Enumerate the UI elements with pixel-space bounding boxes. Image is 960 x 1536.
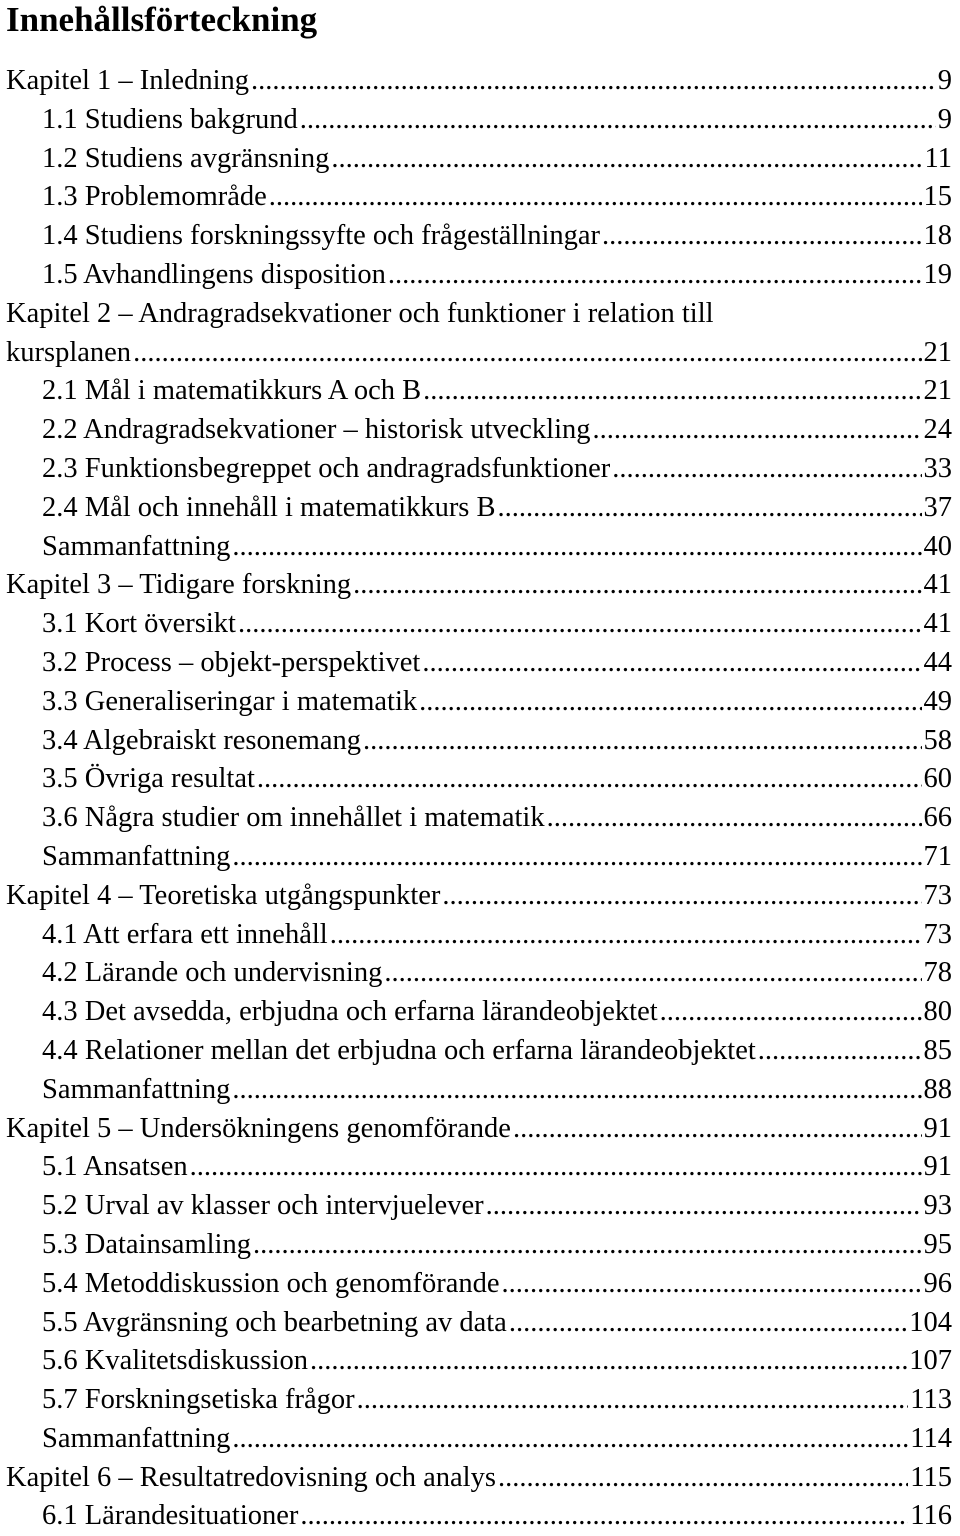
toc-entry-5-1[interactable] [6,1148,952,1187]
toc-entry-5-2[interactable] [6,1187,952,1226]
toc-entry-page: 11 [924,142,952,174]
dot-leader [593,411,922,450]
toc-entry-5-7[interactable] [6,1381,952,1420]
dot-leader [423,372,921,411]
dot-leader [612,450,921,489]
toc-entry-3-2[interactable] [6,644,952,683]
toc-entry-5-6[interactable] [6,1342,952,1381]
toc-entry-5-5[interactable] [6,1304,952,1343]
dot-leader [442,877,921,916]
toc-entry-label: 4.3 Det avsedda, erbjudna och erfarna lärandeobjektet [42,996,658,1028]
toc-entry-label: Kapitel 1 – Inledning [6,65,249,96]
toc-entry-label: 3.1 Kort översikt [42,608,236,640]
toc-entry-label: 3.2 Process – objekt-perspektivet [42,646,421,678]
toc-entry-page: 21 [923,336,952,368]
toc-entry-3-1[interactable] [6,605,952,644]
dot-leader [498,1459,908,1498]
toc-entry-label: 2.3 Funktionsbegreppet och andragradsfunktioner [42,452,611,484]
toc-entry-1-5[interactable] [6,256,952,295]
toc-entry-3-6[interactable] [6,799,952,838]
dot-leader [300,1497,908,1536]
toc-entry-page: 66 [923,802,952,834]
dot-leader [357,1381,909,1420]
dot-leader [513,1110,922,1149]
dot-leader [353,566,921,605]
toc-entry-label: 5.1 Ansatsen [42,1151,188,1183]
toc-entry-5-3[interactable] [6,1226,952,1265]
toc-entry-label: 4.4 Relationer mellan det erbjudna och erfarna lärandeobjektet [42,1034,756,1066]
toc-entry-page: 96 [923,1267,952,1299]
toc-entry-label: 2.4 Mål och innehåll i matematikkurs B [42,491,496,523]
dot-leader [190,1148,922,1187]
dot-leader [509,1304,907,1343]
toc-entry-1-2[interactable] [6,140,952,179]
toc-entry-label: Sammanfattning [42,1073,231,1105]
dot-leader [363,722,922,761]
toc-entry-chapter-5[interactable] [6,1110,952,1149]
dot-leader [419,683,921,722]
toc-entry-label: 3.5 Övriga resultat [42,763,255,795]
dot-leader [660,993,922,1032]
dot-leader [331,140,922,179]
toc-entry-page: 113 [910,1384,952,1416]
toc-entry-3-3[interactable] [6,683,952,722]
toc-entry-page: 18 [923,220,952,252]
toc-entry-page: 91 [923,1112,952,1144]
dot-leader [133,334,921,373]
toc-entry-label: 1.5 Avhandlingens disposition [42,258,386,290]
toc-entry-label: 4.1 Att erfara ett innehåll [42,918,328,950]
toc-entry-page: 60 [923,763,952,795]
toc-entry-page: 9 [937,65,952,96]
toc-list [6,62,952,1536]
toc-entry-label: 3.6 Några studier om innehållet i matematik [42,802,545,834]
toc-entry-6-1[interactable] [6,1497,952,1536]
dot-leader [758,1032,922,1071]
toc-entry-1-1[interactable] [6,101,952,140]
toc-entry-label: 2.2 Andragradsekvationer – historisk utveckling [42,414,591,446]
toc-entry-label: Sammanfattning [42,1422,231,1454]
toc-entry-5-summary[interactable] [6,1420,952,1459]
toc-entry-label: 1.4 Studiens forskningssyfte och frågeställningar [42,220,601,252]
dot-leader [257,760,922,799]
toc-entry-page: 93 [923,1190,952,1222]
toc-entry-page: 9 [937,103,952,135]
toc-entry-page: 19 [923,258,952,290]
toc-entry-page: 37 [923,491,952,523]
toc-entry-page: 24 [923,414,952,446]
toc-entry-3-4[interactable] [6,722,952,761]
toc-entry-chapter-6[interactable] [6,1459,952,1498]
toc-entry-label: 1.1 Studiens bakgrund [42,103,298,135]
toc-entry-3-5[interactable] [6,760,952,799]
toc-entry-4-3[interactable] [6,993,952,1032]
toc-entry-1-3[interactable] [6,178,952,217]
toc-entry-4-4[interactable] [6,1032,952,1071]
toc-entry-page: 73 [923,918,952,950]
page-title: Innehållsförteckning [6,0,318,39]
toc-entry-label: Sammanfattning [42,840,231,872]
dot-leader [498,489,922,528]
toc-entry-page: 107 [909,1345,952,1377]
toc-entry-page: 41 [923,608,952,640]
toc-entry-page: 95 [923,1228,952,1260]
toc-entry-label: Kapitel 5 – Undersökningens genomförande [6,1112,511,1144]
toc-entry-chapter-3[interactable] [6,566,952,605]
toc-entry-page: 104 [909,1306,952,1338]
toc-entry-label: 1.2 Studiens avgränsning [42,142,330,174]
toc-entry-4-2[interactable] [6,954,952,993]
dot-leader [422,644,921,683]
dot-leader [269,178,922,217]
toc-entry-4-summary[interactable] [6,1071,952,1110]
toc-entry-label: 5.7 Forskningsetiska frågor [42,1384,355,1416]
toc-entry-page: 80 [923,996,952,1028]
toc-entry-label: 4.2 Lärande och undervisning [42,957,383,989]
toc-entry-page: 40 [923,530,952,562]
dot-leader [310,1342,907,1381]
dot-leader [253,1226,922,1265]
toc-entry-page: 115 [910,1461,952,1493]
toc-entry-chapter-4[interactable] [6,877,952,916]
dot-leader [602,217,921,256]
toc-entry-page: 15 [923,181,952,213]
dot-leader [330,916,922,955]
toc-entry-label: 5.3 Datainsamling [42,1228,251,1260]
toc-entry-page: 33 [923,452,952,484]
toc-entry-label: Sammanfattning [42,530,231,562]
toc-entry-page: 44 [923,646,952,678]
toc-entry-label: Kapitel 6 – Resultatredovisning och analys [6,1461,496,1493]
toc-entry-4-1[interactable] [6,916,952,955]
dot-leader [300,101,936,140]
dot-leader [232,1420,908,1459]
toc-entry-5-4[interactable] [6,1265,952,1304]
toc-entry-chapter-2-line-1[interactable]: Kapitel 2 – Andragradsekvationer och funktioner i relation till [6,297,714,329]
toc-entry-page: 58 [923,724,952,756]
toc-entry-label: 2.1 Mål i matematikkurs A och B [42,375,422,407]
dot-leader [384,954,921,993]
dot-leader [232,528,921,567]
toc-entry-label: 3.3 Generaliseringar i matematik [42,685,418,717]
toc-entry-label: kursplanen [6,336,132,368]
dot-leader [486,1187,922,1226]
toc-entry-1-4[interactable] [6,217,952,256]
toc-entry-page: 21 [923,375,952,407]
toc-entry-2-2[interactable] [6,411,952,450]
toc-entry-3-summary[interactable] [6,838,952,877]
toc-entry-2-4[interactable] [6,489,952,528]
dot-leader [232,1071,921,1110]
toc-entry-2-3[interactable] [6,450,952,489]
toc-entry-page: 49 [923,685,952,717]
toc-entry-page: 91 [923,1151,952,1183]
toc-entry-label: 5.5 Avgränsning och bearbetning av data [42,1306,507,1338]
toc-entry-page: 41 [923,569,952,601]
toc-entry-2-1[interactable] [6,372,952,411]
toc-entry-page: 78 [923,957,952,989]
dot-leader [502,1265,922,1304]
toc-entry-label: 1.3 Problemområde [42,181,267,213]
toc-entry-label: Kapitel 3 – Tidigare forskning [6,569,352,601]
toc-entry-label: 6.1 Lärandesituationer [42,1500,299,1532]
dot-leader [238,605,922,644]
toc-entry-page: 114 [910,1422,952,1454]
dot-leader [251,62,936,101]
toc-entry-page: 116 [910,1500,952,1532]
dot-leader [388,256,922,295]
toc-entry-label: 5.6 Kvalitetsdiskussion [42,1345,309,1377]
toc-entry-page: 73 [923,879,952,911]
dot-leader [232,838,921,877]
toc-entry-chapter-1[interactable] [6,62,952,101]
toc-entry-label: 5.2 Urval av klasser och intervjuelever [42,1190,484,1222]
dot-leader [547,799,922,838]
toc-entry-chapter-2[interactable] [6,334,952,373]
toc-entry-page: 71 [923,840,952,872]
toc-entry-page: 88 [923,1073,952,1105]
toc-entry-label: 5.4 Metoddiskussion och genomförande [42,1267,500,1299]
toc-entry-2-summary[interactable] [6,528,952,567]
toc-entry-label: Kapitel 4 – Teoretiska utgångspunkter [6,879,441,911]
toc-entry-label: 3.4 Algebraiskt resonemang [42,724,361,756]
toc-entry-page: 85 [923,1034,952,1066]
